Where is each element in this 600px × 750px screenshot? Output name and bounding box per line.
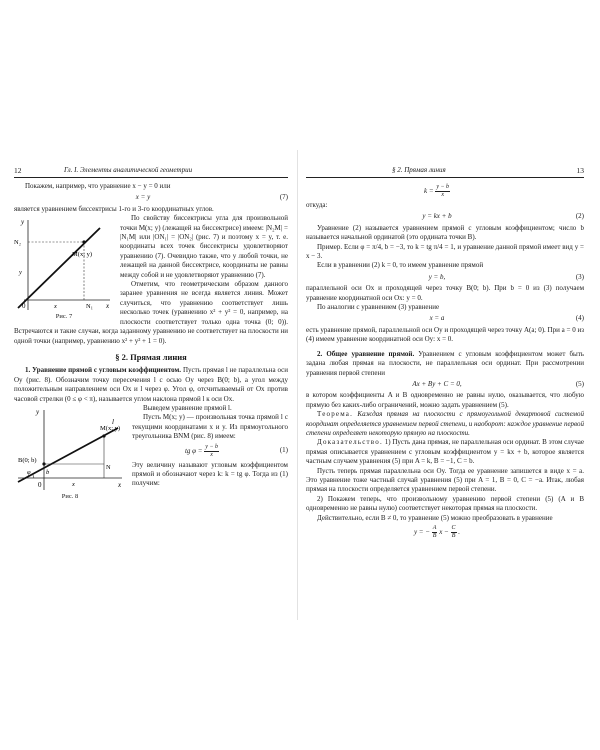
point-m-label: M(x; y) — [72, 251, 93, 259]
equation-end: . — [458, 528, 461, 537]
origin-label: 0 — [22, 302, 26, 311]
right-page-number: 13 — [576, 166, 584, 175]
equation-number: (1) — [279, 446, 288, 455]
equation-expression: Ax + By + C = 0, — [412, 379, 462, 388]
paragraph: Действительно, если B ≠ 0, то уравнение (5) можно преобразовать в уравнение — [317, 513, 553, 522]
paragraph: Если в уравнении (2) k = 0, то имеем уравнение прямой — [317, 261, 484, 270]
paragraph: Эту величину называют угловым коэффициентом прямой и обозначают через k: k = tg φ. Тогда из (1) получим: — [132, 460, 288, 488]
equation-expression: y = kx + b — [422, 212, 452, 221]
left-running-head: Гл. I. Элементы аналитической геометрии — [64, 166, 193, 174]
equation-expression — [306, 525, 568, 540]
fraction-denominator: B — [432, 533, 437, 539]
right-running-head: § 2. Прямая линия — [392, 166, 446, 174]
angle-phi-label: φ — [27, 468, 31, 476]
equation-expression: y = b, — [428, 272, 446, 281]
paragraph: Уравнение (2) называется уравнением прямой с угловым коэффициентом; число b называется начальной ординатой (это ордината точки B). — [306, 223, 584, 242]
paragraph: По аналогии с уравнением (3) уравнение — [317, 303, 440, 312]
left-page-number: 12 — [14, 166, 22, 175]
theorem-text: Каждая прямая на плоскости с прямоугольной декартовой системой координат определяется уравнением первой степени, и наоборот: каждое уравнение первой степени определяет некоторую прямую на плоскости. — [306, 410, 584, 437]
right-running-header — [306, 165, 584, 178]
figure-7-drawing — [14, 216, 114, 312]
b-value-label: b — [46, 468, 50, 476]
paragraph: Пусть M(x; y) — произвольная точка прямой l с текущими координатами x и y. Из прямоугольного треугольника BNM (рис. 8) имеем: — [132, 413, 288, 441]
left-running-header — [14, 165, 288, 178]
point-b — [42, 462, 45, 465]
subsection-title: 2. Общее уравнение прямой. — [317, 349, 415, 358]
paragraph: Отметим, что геометрическим образом данного заранее уравнения не всегда является линия. Может случиться, что уравнению соответствует лишь несколько точек (уравнению x² + y² = 0, например, на плоскости соответствует только одна точка (0; 0)). Встречаются и такие случаи, когда заданному уравнению не соответствует на плоскости ни одной точки (например, уравнению x² + y² + 1 = 0). — [14, 280, 288, 345]
paragraph: откуда: — [306, 201, 328, 209]
x-value-label: x — [72, 480, 75, 488]
point-n-label: N — [106, 463, 111, 471]
paragraph: есть уравнение прямой, параллельной оси Oy и проходящей через точку A(a; 0). При a = 0 из (4) имеем уравнение координатной оси Oy: x = 0. — [306, 325, 584, 344]
right-page-body — [306, 182, 584, 542]
equation-number: (7) — [279, 193, 288, 202]
paragraph-text: Уравнением с угловым коэффициентом может быть задана любая прямая на плоскости, не параллельная оси ординат. При рассмотрении уравнения первой степени — [306, 349, 584, 377]
equation-lhs: y = − — [413, 528, 431, 537]
paragraph: Выведем уравнение прямой l. — [143, 403, 232, 412]
fraction-numerator: y − b — [205, 443, 218, 450]
point-m — [102, 434, 105, 437]
paragraph: 2) Покажем теперь, что произвольному уравнению первой степени (5) (A и B одновременно не равны нулю) соответствует некоторая прямая на плоскости. — [306, 494, 584, 513]
equation-1 — [132, 444, 288, 459]
bisector-line — [18, 228, 100, 311]
proof — [306, 438, 584, 466]
page-gutter — [297, 150, 298, 620]
fraction — [451, 525, 457, 540]
fraction-numerator: C — [451, 525, 456, 531]
fraction-numerator: y − b — [436, 184, 450, 190]
equation-2 — [306, 212, 584, 221]
fraction — [435, 184, 450, 199]
equation-lhs: tg φ = — [184, 446, 203, 455]
proof-label: Доказательство. — [317, 438, 383, 447]
equation-4 — [306, 314, 584, 323]
fraction — [204, 444, 219, 459]
equation-number: (3) — [575, 272, 584, 281]
book-spread — [0, 140, 600, 620]
x-value-label: x — [54, 303, 57, 311]
fraction-denominator: B — [451, 533, 456, 539]
equation-expression — [306, 184, 568, 199]
equation-6 — [306, 525, 584, 540]
axis-label-x: x — [106, 302, 110, 311]
equation-lhs: k = — [423, 187, 434, 196]
theorem — [306, 410, 584, 438]
point-b-label: B(0; b) — [18, 456, 37, 464]
paragraph-text: Пусть прямая l не параллельна оси Oy (рис. 8). Обозначим точку пересечения l с осью Oy через B(0; b), а угол между положительным направлением оси Ox и l через φ. Угол φ, отсчитываемый от Ox против часовой стрелки (0 ≤ φ < π), называется углом наклона прямой l к оси Ox. — [14, 366, 288, 403]
paragraph: По свойству биссектрисы угла для произвольной точки M(x; y) (лежащей на биссектрисе) имеем: |N₂M| = |N₁M| или |ON₁| = |ON₂| (рис. 7) и поэтому x = y, т. е. координаты всех точек биссектрисы удовлетворяют уравнению (7). Очевидно также, что у любой точки, не лежащей на данной биссектрисе, координаты не равны между собой и не удовлетворяют уравнению (7). — [120, 214, 288, 279]
example-paragraph: Пример. Если φ = π/4, b = −3, то k = tg π/4 = 1, и уравнение данной прямой имеет вид y = x − 3. — [306, 242, 584, 261]
equation-number: (4) — [575, 314, 584, 323]
equation-k — [306, 184, 584, 199]
theorem-label: Теорема. — [317, 410, 354, 419]
left-page-body — [14, 182, 288, 503]
equation-expression: x = a — [429, 314, 445, 323]
figure-8-caption: Рис. 8 — [61, 492, 79, 500]
axis-label-x: x — [118, 480, 122, 489]
line-l-label: l — [112, 417, 114, 426]
fraction-numerator: A — [432, 525, 437, 531]
equation-3 — [306, 273, 584, 282]
equation-expression: x = y — [135, 193, 151, 202]
point-m-label: M(x; y) — [100, 424, 121, 432]
point-n1-label: N₁ — [86, 303, 93, 311]
fraction-denominator: x — [210, 451, 213, 458]
paragraph: в котором коэффициенты A и B одновременно не равны нулю, оказывается, что любую прямую без каких-либо ограничений, можно задать уравнением (5). — [306, 391, 584, 409]
equation-middle: x − — [439, 528, 449, 537]
axis-label-y: y — [21, 218, 25, 227]
subsection-title: 1. Уравнение прямой с угловым коэффициентом. — [25, 366, 182, 375]
figure-7 — [14, 216, 114, 321]
equation-7 — [14, 193, 288, 202]
axis-label-y: y — [36, 407, 40, 416]
paragraph: Покажем, например, что уравнение x − y = 0 или — [25, 182, 171, 190]
y-value-label: y — [19, 269, 22, 277]
figure-8 — [14, 406, 126, 501]
equation-number: (2) — [575, 212, 584, 221]
fraction — [432, 525, 438, 540]
proof-text: 1) Пусть дана прямая, не параллельная оси ординат. В этом случае прямая описывается уравнением с угловым коэффициентом y = kx + b, которое является частным случаем уравнения (5) при A = k, B = −1, C = b. — [306, 438, 584, 466]
figure-8-drawing — [14, 406, 126, 492]
right-page — [306, 140, 584, 620]
paragraph: параллельной оси Ox и проходящей через точку B(0; b). При b = 0 из (3) получаем уравнение координатной оси Ox: y = 0. — [306, 284, 584, 302]
section-title: § 2. Прямая линия — [115, 351, 187, 362]
point-m — [82, 241, 85, 244]
origin-label: 0 — [38, 480, 42, 489]
figure-7-caption: Рис. 7 — [55, 313, 73, 321]
point-n2-label: N₂ — [14, 239, 21, 247]
equation-expression — [132, 444, 272, 459]
paragraph: Пусть теперь прямая параллельна оси Oy. Тогда ее уравнение запишется в виде x = a. Это уравнение тоже частный случай уравнения (5) при A = 1, B = 0, C = −a. Итак, любая прямая на плоскости определяется уравнением первой степени. — [306, 466, 584, 494]
equation-number: (5) — [575, 379, 584, 388]
equation-5 — [306, 380, 584, 389]
paragraph: является уравнением биссектрисы 1-го и 3-го координатных углов. — [14, 204, 214, 213]
fraction-denominator: x — [441, 192, 444, 198]
left-page — [14, 140, 288, 620]
